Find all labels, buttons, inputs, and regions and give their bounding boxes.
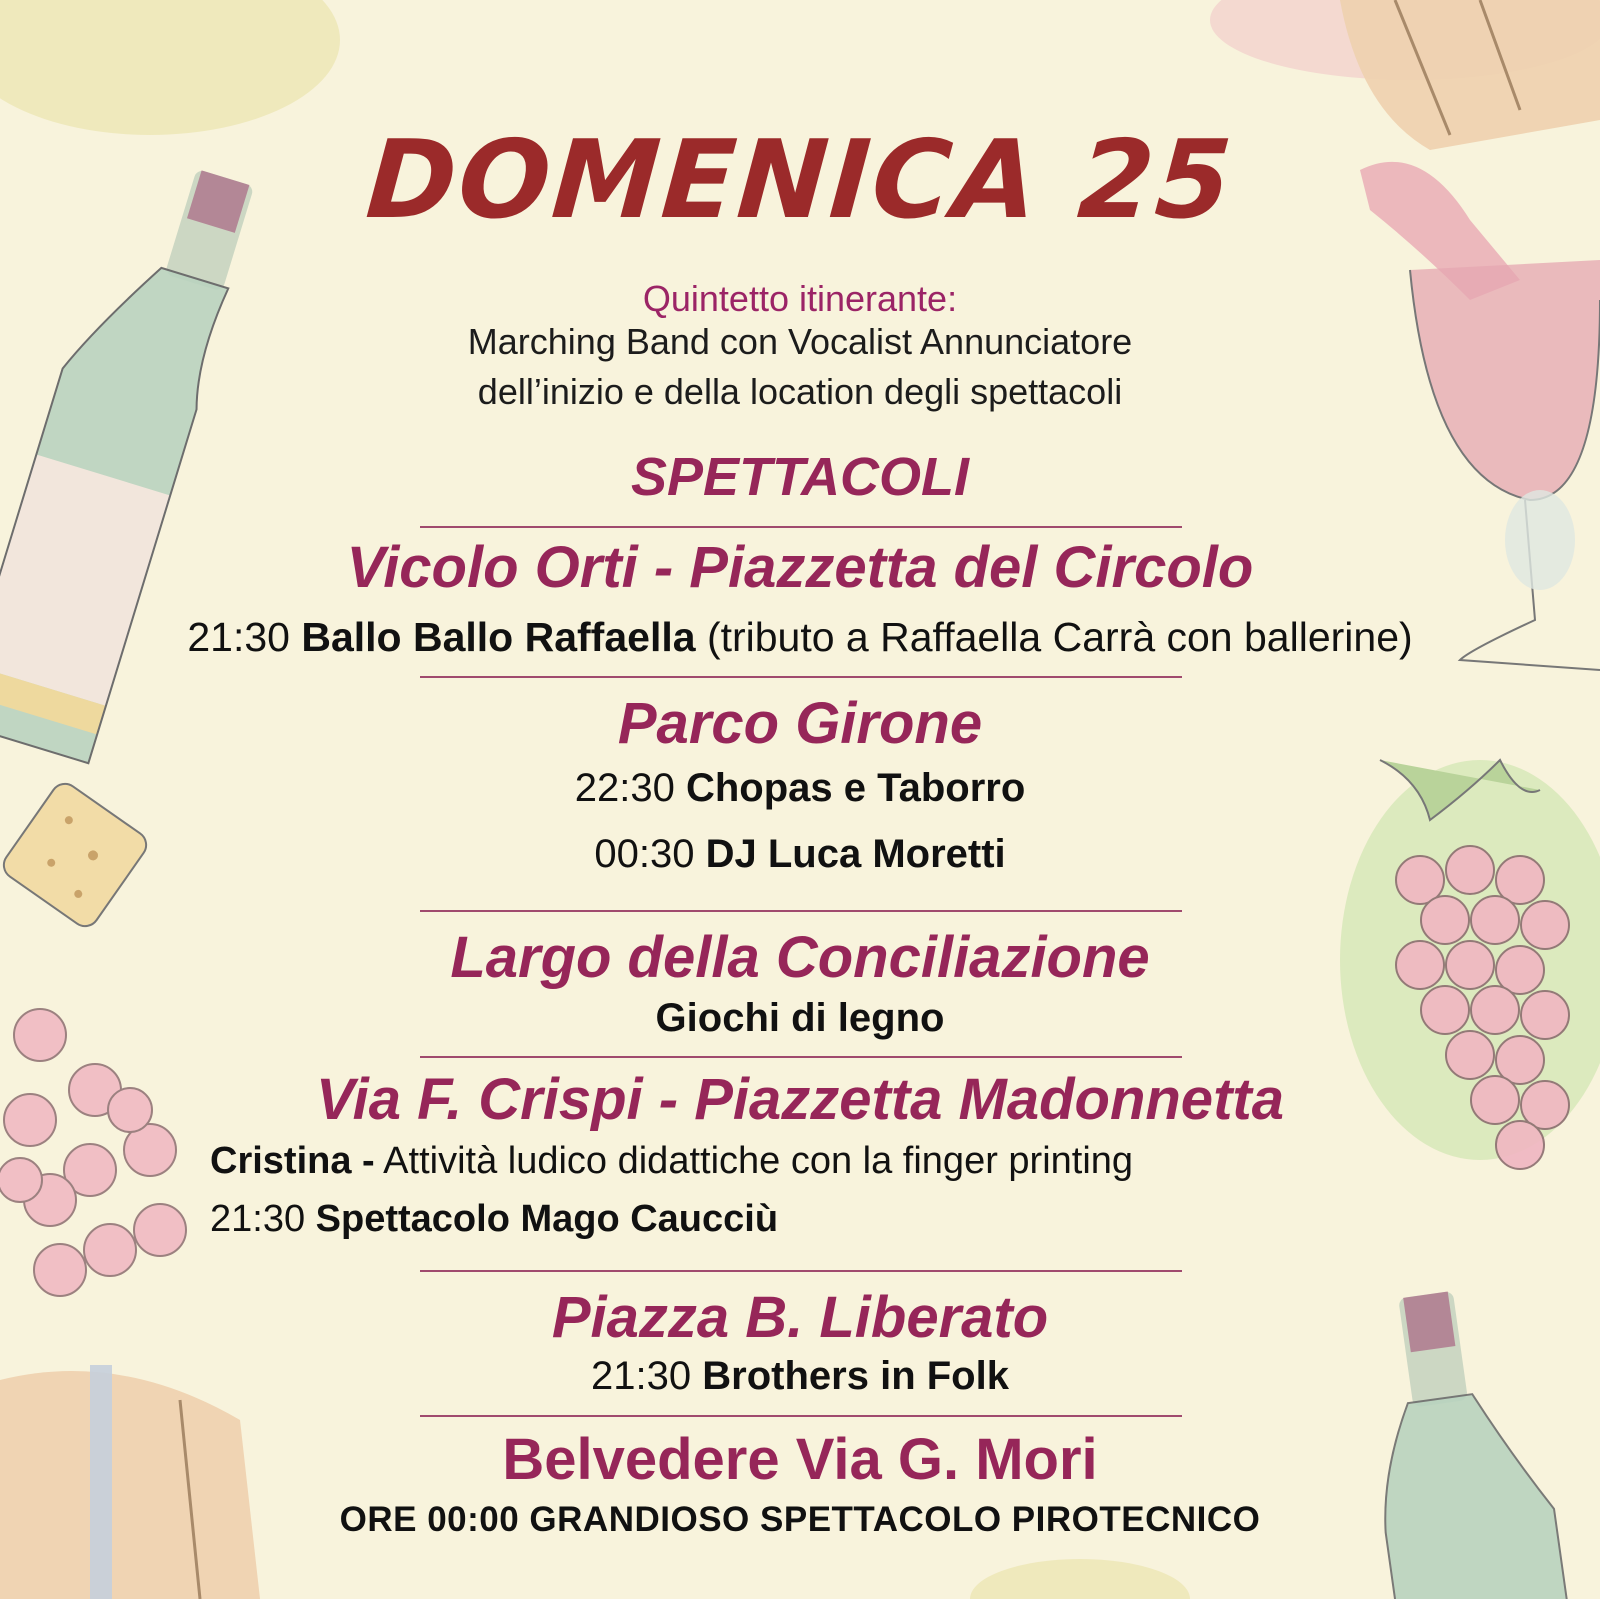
intro-line-1: Marching Band con Vocalist Annunciatore: [467, 321, 1133, 362]
event-time: 22:30: [574, 766, 675, 810]
event-title: Spettacolo Mago Caucciù: [315, 1198, 779, 1240]
divider: [420, 1415, 1182, 1417]
event-title: Cristina -: [210, 1140, 375, 1182]
divider: [420, 526, 1182, 528]
divider: [420, 676, 1182, 678]
event-note: (tributo a Raffaella Carrà con ballerine): [706, 614, 1413, 660]
divider: [420, 1056, 1182, 1058]
event-line: [0, 766, 1600, 811]
venue-name: Vicolo Orti - Piazzetta del Circolo: [346, 535, 1254, 600]
divider: [420, 910, 1182, 912]
event-line: [0, 832, 1600, 877]
event-line: [0, 996, 1600, 1041]
venue-name: Largo della Conciliazione: [450, 925, 1150, 990]
event-title: ORE 00:00 GRANDIOSO SPETTACOLO PIROTECNICO: [339, 1500, 1261, 1539]
event-line: [0, 614, 1600, 661]
intro-line-2: dell’inizio e della location degli spettacoli: [477, 371, 1123, 412]
event-line: [210, 1140, 1133, 1183]
event-title: Chopas e Taborro: [685, 766, 1026, 810]
event-title: DJ Luca Moretti: [705, 832, 1006, 876]
venue-name: Piazza B. Liberato: [551, 1285, 1049, 1350]
divider: [420, 1270, 1182, 1272]
venue-name: Belvedere Via G. Mori: [502, 1427, 1098, 1492]
venue-name: Via F. Crispi - Piazzetta Madonnetta: [316, 1067, 1284, 1132]
event-time: 21:30: [187, 614, 290, 660]
page-title: DOMENICA 25: [362, 118, 1238, 243]
event-line: [210, 1198, 778, 1241]
intro-heading: Quintetto itinerante:: [642, 278, 958, 319]
venue-name: Parco Girone: [617, 691, 983, 756]
event-time: 00:30: [594, 832, 695, 876]
event-title: Brothers in Folk: [702, 1354, 1009, 1398]
event-time: 21:30: [591, 1354, 692, 1398]
event-note: Attività ludico didattiche con la finger printing: [383, 1140, 1134, 1182]
program-heading: SPETTACOLI: [630, 447, 969, 507]
event-time: 21:30: [210, 1198, 306, 1240]
event-title: Ballo Ballo Raffaella: [301, 614, 696, 660]
event-line: [0, 1354, 1600, 1399]
event-title: Giochi di legno: [655, 996, 945, 1040]
